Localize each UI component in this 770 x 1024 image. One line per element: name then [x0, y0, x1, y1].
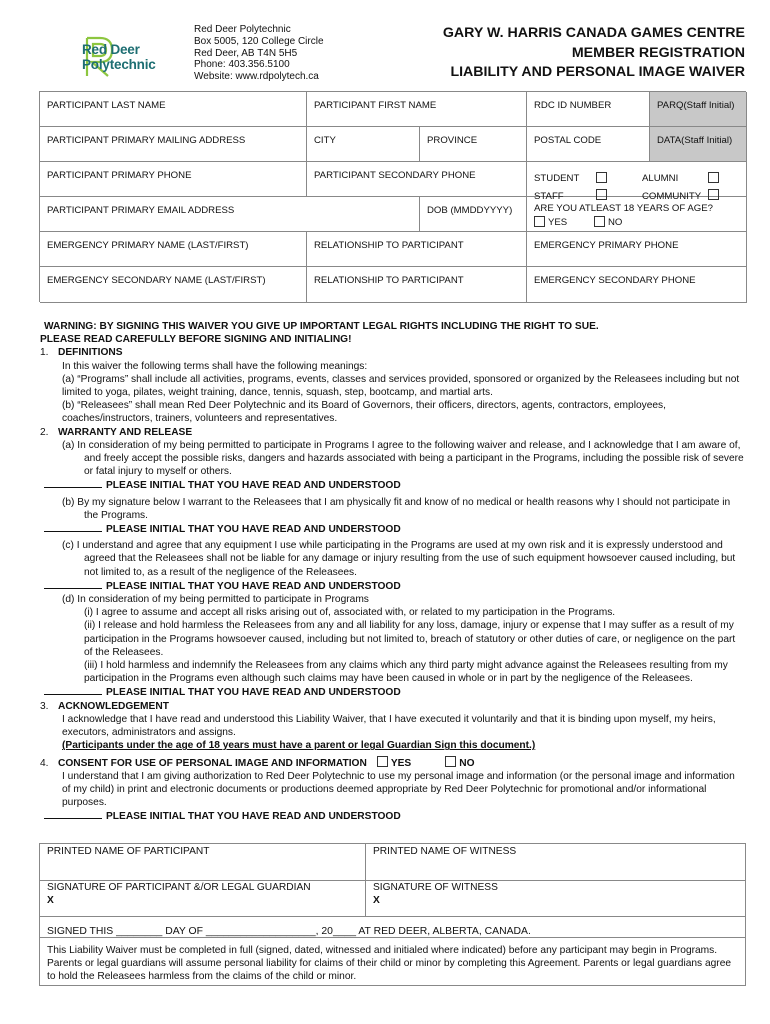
rdc-id-field[interactable] [527, 92, 650, 127]
address-line: Box 5005, 120 College Circle [194, 35, 324, 47]
section-title: DEFINITIONS [58, 347, 123, 359]
clause-2d-iii: (iii) I hold harmless and indemnify the Releasees from any claims which any third party might advance against the Releasees resulting from my participation in the Programs even although such claims may have been caused in whole or in part by the negligence of the Releasees. [84, 660, 728, 685]
waiver-text [40, 320, 746, 824]
section-title: ACKNOWLEDGEMENT [58, 700, 169, 712]
staff-label: STAFF [534, 191, 564, 202]
first-name-field[interactable] [307, 92, 527, 127]
clause-2d-i: (i) I agree to assume and accept all risks arising out of, associated with, or related to my participation in the Programs. [84, 607, 616, 619]
field-label: PRINTED NAME OF PARTICIPANT [47, 846, 210, 857]
field-label: DOB (MMDDYYYY) [427, 205, 513, 216]
initial-line [44, 522, 746, 536]
clause-2a: (a) In consideration of my being permitted to participate in Programs I agree to the following waiver and release, and I acknowledge that I am aware of, and freely accept the possible risks, dangers and hazards associated with being a participant in the Programs, including the possible risk of severe or fatal injury to myself or others. [62, 439, 744, 478]
field-label: PROVINCE [427, 135, 478, 146]
definition-releasees: (b) “Releasees” shall mean Red Deer Polytechnic and its Board of Governors, their officers, directors, agents, contractors, employees, coaches/instructors, trainers, volunteers and representatives. [62, 400, 666, 425]
initial-label: PLEASE INITIAL THAT YOU HAVE READ AND UNDERSTOOD [106, 811, 401, 823]
definition-programs: (a) “Programs” shall include all activities, programs, events, classes and services provided, sponsored or organized by the Releasees including but not limited to yoga, pilates, weight training, dance, tennis, squash, step, bootcamp, and martial arts. [62, 373, 740, 399]
clause-2b: (b) By my signature below I warrant to the Releasees that I am physically fit and know of no medical or health reasons why I should not participate in the Programs. [62, 496, 731, 521]
initial-label: PLEASE INITIAL THAT YOU HAVE READ AND UNDERSTOOD [106, 480, 401, 492]
participant-signature-field[interactable] [40, 881, 365, 917]
field-label: EMERGENCY SECONDARY NAME (LAST/FIRST) [47, 275, 266, 286]
data-staff-field[interactable] [650, 127, 747, 162]
province-field[interactable] [420, 127, 527, 162]
community-label: COMMUNITY [642, 191, 702, 202]
mailing-address-field[interactable] [40, 127, 307, 162]
minor-guardian-note: (Participants under the age of 18 years must have a parent or legal Guardian Sign this document.) [62, 740, 536, 752]
address-line: Phone: 403.356.5100 [194, 59, 290, 71]
postal-code-field[interactable] [527, 127, 650, 162]
age-no-checkbox[interactable] [594, 216, 605, 227]
warning-line-2: PLEASE READ CAREFULLY BEFORE SIGNING AND INITIALING! [40, 334, 352, 346]
consent-text: I understand that I am giving authorization to Red Deer Polytechnic to use my personal image and information (or the personal image and information of my child) in print and electronic documents or productions deemed appropriate by Red Deer Polytechnic for promotional and/or informational purposes. [62, 770, 735, 809]
printed-participant-field[interactable] [40, 844, 365, 880]
field-label: PARTICIPANT SECONDARY PHONE [314, 170, 476, 181]
alumni-checkbox[interactable] [708, 172, 719, 183]
address-line: Website: www.rdpolytech.ca [194, 71, 319, 83]
age-yes-label: YES [548, 217, 568, 228]
initial-line [44, 579, 746, 593]
section-consent [40, 756, 746, 770]
logo-name: Red Deer [82, 42, 140, 57]
email-field[interactable] [40, 197, 420, 232]
initial-blank[interactable] [44, 685, 102, 695]
signature-table [39, 843, 746, 917]
definitions-intro: In this waiver the following terms shall have the following meanings: [62, 360, 368, 372]
field-label: PRINTED NAME OF WITNESS [373, 846, 517, 857]
initial-line [44, 685, 746, 699]
emergency-secondary-name-field[interactable] [40, 267, 307, 303]
field-label: RELATIONSHIP TO PARTICIPANT [314, 275, 464, 286]
field-label: SIGNATURE OF PARTICIPANT &/OR LEGAL GUARDIAN [47, 882, 311, 893]
document-title [443, 24, 745, 83]
field-label: EMERGENCY PRIMARY PHONE [534, 240, 679, 251]
student-checkbox[interactable] [596, 172, 607, 183]
field-label: SIGNATURE OF WITNESS [373, 882, 498, 893]
signed-date-line[interactable]: SIGNED THIS ________ DAY OF ___________________, 20____ AT RED DEER, ALBERTA, CANADA. [47, 926, 531, 937]
printed-witness-field[interactable] [366, 844, 746, 880]
section-definitions [40, 346, 746, 359]
title-line-3: LIABILITY AND PERSONAL IMAGE WAIVER [450, 64, 745, 80]
primary-phone-field[interactable] [40, 162, 307, 197]
field-label: RELATIONSHIP TO PARTICIPANT [314, 240, 464, 251]
initial-label: PLEASE INITIAL THAT YOU HAVE READ AND UNDERSTOOD [106, 580, 401, 592]
parq-staff-field[interactable] [650, 92, 747, 127]
field-label: PARTICIPANT PRIMARY PHONE [47, 170, 192, 181]
emergency-secondary-relationship-field[interactable] [307, 267, 527, 303]
initial-label: PLEASE INITIAL THAT YOU HAVE READ AND UNDERSTOOD [106, 687, 401, 699]
section-warranty [40, 426, 746, 439]
section-number: 1. [40, 347, 49, 359]
alumni-label: ALUMNI [642, 173, 679, 184]
initial-blank[interactable] [44, 579, 102, 589]
consent-yes-checkbox[interactable] [377, 756, 388, 767]
field-label: PARTICIPANT PRIMARY MAILING ADDRESS [47, 135, 246, 146]
section-number: 2. [40, 426, 49, 438]
initial-line [44, 809, 746, 823]
title-line-1: GARY W. HARRIS CANADA GAMES CENTRE [442, 25, 745, 41]
section-acknowledgement [40, 700, 746, 713]
initial-blank[interactable] [44, 478, 102, 488]
initial-blank[interactable] [44, 522, 102, 532]
field-label: PARTICIPANT LAST NAME [47, 100, 166, 111]
consent-yes-label: YES [390, 757, 412, 769]
dob-field[interactable] [420, 197, 527, 232]
section-number: 3. [40, 700, 49, 712]
initial-line [44, 478, 746, 492]
address-block [194, 24, 324, 83]
logo-name-2: Polytechnic [82, 57, 156, 72]
last-name-field[interactable] [40, 92, 307, 127]
acknowledgement-text: I acknowledge that I have read and understood this Liability Waiver, that I have executed it voluntarily and that it is binding upon myself, my heirs, executors, administrators and assigns. [62, 713, 716, 739]
emergency-primary-relationship-field[interactable] [307, 232, 527, 267]
field-label: PARQ(Staff Initial) [657, 100, 735, 111]
signed-block [39, 917, 746, 986]
title-line-2: MEMBER REGISTRATION [571, 44, 745, 61]
registration-form [39, 91, 746, 302]
field-label: EMERGENCY SECONDARY PHONE [534, 275, 696, 286]
age-question-label: ARE YOU ATLEAST 18 YEARS OF AGE? [534, 203, 713, 214]
secondary-phone-field[interactable] [307, 162, 527, 197]
field-label: EMERGENCY PRIMARY NAME (LAST/FIRST) [47, 240, 249, 251]
section-title: WARRANTY AND RELEASE [58, 426, 193, 438]
field-label: CITY [314, 135, 336, 146]
field-label: PARTICIPANT PRIMARY EMAIL ADDRESS [47, 205, 235, 216]
clause-2d: (d) In consideration of my being permitted to participate in Programs [62, 594, 369, 606]
field-label: DATA(Staff Initial) [657, 135, 733, 146]
consent-no-label: NO [459, 757, 475, 769]
sign-here-mark: X [373, 894, 380, 906]
clause-2d-ii: (ii) I release and hold harmless the Releasees from any and all liability for any loss, damage, injury or expense that I may suffer as a result of my participation in the Programs howsoever caused, including but not limited to, breach of statutory or other duties of care, or negligence on the part of the Releasees. [84, 620, 736, 658]
age-no-label: NO [608, 217, 623, 228]
city-field[interactable] [307, 127, 420, 162]
age-yes-checkbox[interactable] [534, 216, 545, 227]
clause-2c: (c) I understand and agree that any equipment I use while participating in the Programs are used at my own risk and it is expressly understood and agreed that the Releasees shall not be liable for any damage or injury resulting from the use of such equipment howsoever caused including, but not limited to, as a result of the negligence of the Releasees. [62, 540, 736, 578]
emergency-secondary-phone-field[interactable] [527, 267, 747, 303]
section-title: CONSENT FOR USE OF PERSONAL IMAGE AND INFORMATION [58, 757, 367, 769]
emergency-primary-name-field[interactable] [40, 232, 307, 267]
emergency-primary-phone-field[interactable] [527, 232, 747, 267]
sign-here-mark: X [47, 894, 54, 906]
consent-no-checkbox[interactable] [445, 756, 456, 767]
footer-notice: This Liability Waiver must be completed in full (signed, dated, witnessed and initialed where indicated) before any participant may begin in Programs. Parents or legal guardians will assume personal liability for claims of their child or minor by completing this Agreement. Parents or legal guardians agree to hold the Releasees harmless from the claims of the child or minor. [47, 945, 732, 982]
warning-line-1: WARNING: BY SIGNING THIS WAIVER YOU GIVE UP IMPORTANT LEGAL RIGHTS INCLUDING THE RIGHT TO SUE. [44, 321, 599, 332]
initial-label: PLEASE INITIAL THAT YOU HAVE READ AND UNDERSTOOD [106, 524, 401, 536]
field-label: POSTAL CODE [534, 135, 602, 146]
field-label: RDC ID NUMBER [534, 100, 612, 111]
student-label: STUDENT [534, 173, 580, 184]
address-line: Red Deer Polytechnic [194, 24, 291, 35]
witness-signature-field[interactable] [366, 881, 746, 917]
logo-wordmark [82, 42, 156, 72]
section-number: 4. [40, 757, 49, 769]
address-line: Red Deer, AB T4N 5H5 [194, 47, 298, 59]
initial-blank[interactable] [44, 809, 102, 819]
field-label: PARTICIPANT FIRST NAME [314, 100, 437, 111]
